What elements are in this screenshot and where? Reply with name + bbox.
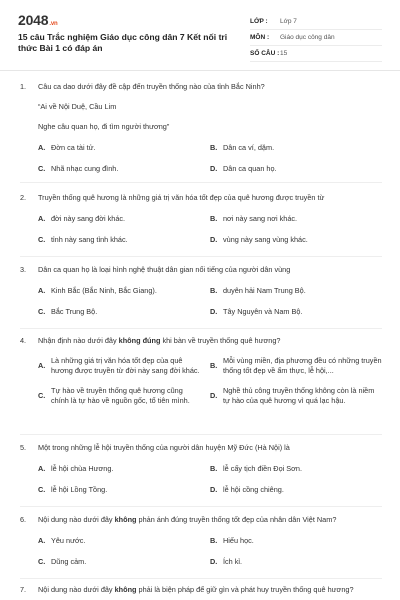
option-text: Yêu nước. [51, 536, 86, 545]
option-text: duyên hải Nam Trung Bộ. [223, 286, 306, 295]
option-letter: A. [38, 286, 46, 295]
option-d[interactable] [210, 485, 382, 495]
question-stem [20, 515, 382, 525]
option-text: Nhã nhạc cung đình. [51, 164, 119, 173]
page-title: 15 câu Trắc nghiệm Giáo dục công dân 7 Kết nối tri thức Bài 1 có đáp án [18, 32, 228, 53]
option-text: Ích kỉ. [223, 557, 243, 566]
option-text: tỉnh này sang tỉnh khác. [51, 235, 128, 244]
option-letter: C. [38, 235, 46, 244]
option-text: Nghề thủ công truyền thống không còn là niềm tự hào của quê hương vì quá lạc hậu. [223, 386, 375, 405]
stem-emphasis: không [114, 515, 137, 524]
question-text: Một trong những lễ hội truyền thống của người dân huyện Mỹ Đức (Hà Nội) là [38, 443, 290, 452]
option-c[interactable] [38, 164, 210, 174]
site-logo[interactable] [18, 12, 57, 28]
option-letter: C. [38, 485, 46, 494]
option-text: nơi này sang nơi khác. [223, 214, 298, 223]
option-letter: D. [210, 391, 218, 400]
divider [20, 256, 382, 257]
options [38, 214, 382, 245]
question-1 [20, 82, 382, 174]
question-number: 6. [20, 515, 27, 524]
option-c[interactable] [38, 386, 210, 406]
option-d[interactable] [210, 235, 382, 245]
meta-value: 15 [280, 50, 288, 57]
option-text: Dũng cảm. [51, 557, 87, 566]
option-letter: B. [210, 361, 218, 370]
question-stem [20, 265, 382, 275]
question-stem [20, 82, 382, 92]
option-a[interactable] [38, 143, 210, 153]
meta-row-subject [250, 30, 382, 46]
question-3 [20, 265, 382, 317]
meta-value: Giáo dục công dân [280, 34, 335, 41]
option-d[interactable] [210, 164, 382, 174]
option-c[interactable] [38, 485, 210, 495]
option-letter: C. [38, 391, 46, 400]
stem-part: phải là biện pháp để giữ gìn và phát huy truyền thống quê hương? [136, 585, 354, 594]
option-a[interactable] [38, 536, 210, 546]
options [38, 536, 382, 567]
option-letter: A. [38, 536, 46, 545]
option-letter: C. [38, 557, 46, 566]
divider [20, 506, 382, 507]
option-c[interactable] [38, 307, 210, 317]
meta-value: Lớp 7 [280, 18, 297, 25]
question-number: 5. [20, 443, 27, 452]
option-d[interactable] [210, 307, 382, 317]
option-b[interactable] [210, 143, 382, 153]
divider [20, 328, 382, 329]
stem-part: Nội dung nào dưới đây [38, 585, 115, 594]
option-letter: B. [210, 214, 218, 223]
option-text: Tây Nguyên và Nam Bộ. [223, 307, 303, 316]
option-letter: A. [38, 143, 46, 152]
question-text [38, 336, 382, 346]
option-b[interactable] [210, 286, 382, 296]
option-text: lễ hội chùa Hương. [51, 464, 114, 473]
meta-key: MÔN : [250, 34, 270, 41]
quote-line-1: “Ai về Nội Duệ, Cầu Lim [38, 102, 117, 111]
stem-part: phản ánh đúng truyền thống tốt đẹp của nhân dân Việt Nam? [136, 515, 337, 524]
option-text: Kinh Bắc (Bắc Ninh, Bắc Giang). [51, 286, 157, 295]
option-b[interactable] [210, 536, 382, 546]
stem-part: Nhận định nào dưới đây [38, 336, 119, 345]
question-stem [20, 443, 382, 453]
option-letter: A. [38, 214, 46, 223]
question-text [38, 585, 382, 595]
option-a[interactable] [38, 356, 210, 376]
question-number: 7. [20, 585, 27, 594]
option-b[interactable] [210, 214, 382, 224]
option-letter: C. [38, 164, 46, 173]
option-letter: C. [38, 307, 46, 316]
option-d[interactable] [210, 557, 382, 567]
option-a[interactable] [38, 214, 210, 224]
stem-emphasis: không [114, 585, 137, 594]
option-letter: B. [210, 536, 218, 545]
option-letter: A. [38, 464, 46, 473]
option-letter: B. [210, 286, 218, 295]
meta-row-class [250, 14, 382, 30]
option-text: đời này sang đời khác. [51, 214, 126, 223]
question-text: Câu ca dao dưới đây đề cập đến truyền thống nào của tỉnh Bắc Ninh? [38, 82, 265, 91]
quote-line-2: Nghe câu quan họ, đi tìm người thương” [38, 122, 170, 131]
option-letter: D. [210, 307, 218, 316]
quiz-meta [250, 14, 382, 62]
option-d[interactable] [210, 386, 382, 406]
option-text: lễ hội cồng chiêng. [223, 485, 284, 494]
option-letter: B. [210, 143, 218, 152]
question-text [38, 515, 382, 525]
question-text: Truyền thống quê hương là những giá trị văn hóa tốt đẹp của quê hương được truyền từ [38, 193, 325, 202]
option-text: lễ cấy tịch điền Đọi Sơn. [223, 464, 303, 473]
option-text: Tự hào về truyền thống quê hương cũng chính là tự hào về nguồn gốc, tổ tiên mình. [51, 386, 190, 405]
question-number: 3. [20, 265, 27, 274]
option-text: Bắc Trung Bộ. [51, 307, 98, 316]
option-letter: D. [210, 235, 218, 244]
divider [20, 434, 382, 435]
stem-emphasis: không đúng [118, 336, 161, 345]
question-stem [20, 585, 382, 595]
option-a[interactable] [38, 464, 210, 474]
logo-text: 2048 [18, 12, 49, 28]
question-number: 1. [20, 82, 27, 91]
option-b[interactable] [210, 464, 382, 474]
option-text: vùng này sang vùng khác. [223, 235, 308, 244]
option-c[interactable] [38, 557, 210, 567]
divider [20, 578, 382, 579]
option-a[interactable] [38, 286, 210, 296]
options [38, 464, 382, 495]
option-text: Dân ca ví, dặm. [223, 143, 275, 152]
question-stem [20, 193, 382, 203]
divider [20, 182, 382, 183]
question-5 [20, 443, 382, 495]
meta-row-count [250, 46, 382, 62]
option-text: Dân ca quan họ. [223, 164, 277, 173]
option-letter: D. [210, 164, 218, 173]
option-text: Đờn ca tài tử. [51, 143, 96, 152]
stem-part: khi bàn về truyền thống quê hương? [160, 336, 281, 345]
option-c[interactable] [38, 235, 210, 245]
logo-suffix: .vn [49, 21, 58, 27]
option-letter: D. [210, 557, 218, 566]
option-text: Là những giá trị văn hóa tốt đẹp của quê hương được truyền từ đời này sang đời khác. [51, 356, 200, 375]
options [38, 356, 382, 406]
option-text: Mỗi vùng miền, địa phương đều có những truyền thống tốt đẹp về ẩm thực, lễ hội,... [223, 356, 382, 375]
option-text: Hiếu học. [223, 536, 254, 545]
header [0, 0, 400, 71]
question-6 [20, 515, 382, 567]
options [38, 143, 382, 174]
meta-key: LỚP : [250, 18, 268, 25]
question-7 [20, 585, 382, 595]
question-number: 2. [20, 193, 27, 202]
option-letter: D. [210, 485, 218, 494]
option-letter: B. [210, 464, 218, 473]
question-2 [20, 193, 382, 245]
options [38, 286, 382, 317]
option-letter: A. [38, 361, 46, 370]
question-4 [20, 336, 382, 406]
question-text: Dân ca quan họ là loại hình nghệ thuật dân gian nổi tiếng của người dân vùng [38, 265, 291, 274]
option-text: lễ hội Lồng Tồng. [51, 485, 108, 494]
question-number: 4. [20, 336, 27, 345]
option-b[interactable] [210, 356, 382, 376]
meta-key: SỐ CÂU : [250, 50, 280, 57]
stem-part: Nội dung nào dưới đây [38, 515, 115, 524]
question-stem [20, 336, 382, 346]
